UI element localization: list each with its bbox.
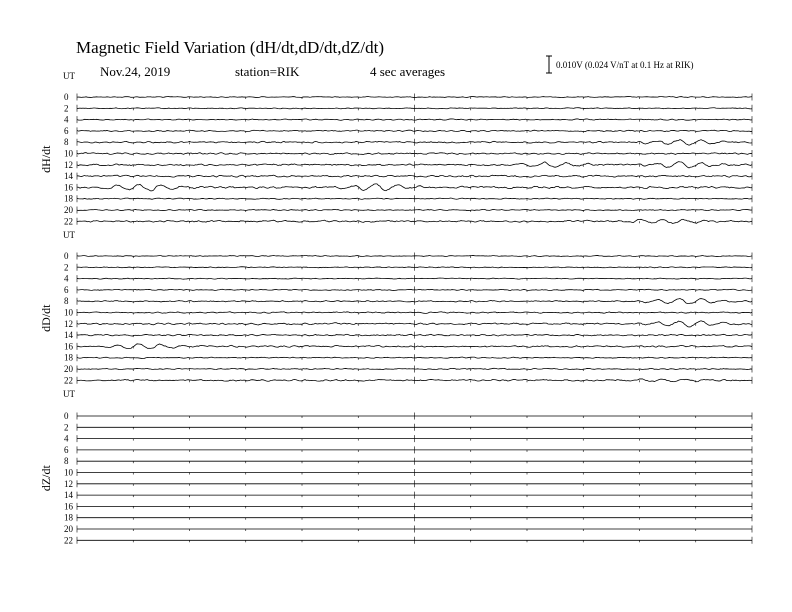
ut-row-label: 2 bbox=[64, 422, 69, 433]
ut-row-label: 10 bbox=[64, 148, 73, 159]
ut-row-label: 18 bbox=[64, 512, 73, 523]
panel-dD-dt bbox=[39, 230, 752, 385]
trace-row bbox=[64, 411, 752, 421]
trace-row bbox=[64, 205, 752, 215]
trace-row bbox=[64, 115, 752, 125]
trace-row bbox=[64, 216, 752, 226]
scale-label: 0.010V (0.024 V/nT at 0.1 Hz at RIK) bbox=[556, 60, 694, 70]
station-label: station=RIK bbox=[235, 64, 300, 79]
trace-row bbox=[64, 364, 752, 374]
ut-row-label: 14 bbox=[64, 490, 73, 501]
ut-axis-label: UT bbox=[63, 71, 75, 81]
ut-row-label: 12 bbox=[64, 478, 73, 489]
component-label: dH/dt bbox=[39, 145, 53, 173]
ut-row-label: 20 bbox=[64, 205, 73, 215]
ut-row-label: 4 bbox=[64, 273, 69, 284]
trace-row bbox=[64, 468, 752, 478]
trace-row bbox=[64, 501, 752, 511]
scale-bar bbox=[546, 56, 552, 73]
ut-row-label: 16 bbox=[64, 341, 73, 352]
ut-axis-label: UT bbox=[63, 230, 75, 240]
trace-row bbox=[64, 160, 752, 170]
trace-row bbox=[64, 353, 752, 363]
ut-row-label: 6 bbox=[64, 125, 69, 136]
trace-row bbox=[64, 375, 752, 385]
panel-dH-dt bbox=[39, 71, 752, 226]
trace-row bbox=[64, 262, 752, 272]
ut-row-label: 8 bbox=[64, 137, 69, 148]
ut-row-label: 6 bbox=[64, 444, 69, 455]
ut-row-label: 4 bbox=[64, 433, 69, 444]
ut-row-label: 8 bbox=[64, 296, 69, 307]
date-label: Nov.24, 2019 bbox=[100, 64, 171, 79]
trace-row bbox=[64, 285, 752, 295]
ut-row-label: 16 bbox=[64, 501, 73, 512]
averaging-label: 4 sec averages bbox=[370, 64, 446, 79]
trace-row bbox=[64, 434, 752, 444]
ut-row-label: 18 bbox=[64, 193, 73, 204]
trace-row bbox=[64, 92, 752, 102]
trace-row bbox=[64, 456, 752, 466]
ut-row-label: 2 bbox=[64, 262, 69, 273]
ut-row-label: 22 bbox=[64, 535, 73, 546]
trace-row bbox=[64, 274, 752, 284]
trace-row bbox=[64, 182, 752, 192]
ut-row-label: 2 bbox=[64, 103, 69, 114]
trace-row bbox=[64, 330, 752, 340]
ut-row-label: 10 bbox=[64, 307, 73, 318]
trace-row bbox=[64, 308, 752, 318]
ut-row-label: 12 bbox=[64, 318, 73, 329]
trace-row bbox=[64, 171, 752, 181]
trace-row bbox=[64, 513, 752, 523]
trace-row bbox=[64, 149, 752, 159]
trace-row bbox=[64, 479, 752, 489]
ut-row-label: 14 bbox=[64, 330, 73, 341]
trace-row bbox=[64, 103, 752, 113]
ut-row-label: 18 bbox=[64, 352, 73, 363]
ut-row-label: 8 bbox=[64, 456, 69, 467]
trace-row bbox=[64, 296, 752, 306]
chart-title: Magnetic Field Variation (dH/dt,dD/dt,dZ/dt) bbox=[76, 38, 385, 57]
ut-axis-label: UT bbox=[63, 389, 75, 399]
component-label: dZ/dt bbox=[39, 465, 53, 492]
trace-row bbox=[64, 422, 752, 432]
trace-row bbox=[64, 490, 752, 500]
ut-row-label: 20 bbox=[64, 524, 73, 534]
trace-row bbox=[64, 445, 752, 455]
trace-row bbox=[64, 341, 752, 351]
ut-row-label: 0 bbox=[64, 251, 69, 261]
ut-row-label: 22 bbox=[64, 375, 73, 386]
ut-row-label: 20 bbox=[64, 364, 73, 374]
trace-row bbox=[64, 137, 752, 147]
ut-row-label: 0 bbox=[64, 411, 69, 421]
trace-row bbox=[64, 126, 752, 136]
ut-row-label: 4 bbox=[64, 114, 69, 125]
trace-row bbox=[64, 194, 752, 204]
ut-row-label: 22 bbox=[64, 216, 73, 227]
ut-row-label: 0 bbox=[64, 92, 69, 102]
ut-row-label: 14 bbox=[64, 171, 73, 182]
ut-row-label: 10 bbox=[64, 467, 73, 478]
trace-row bbox=[64, 319, 752, 329]
trace-row bbox=[64, 251, 752, 261]
component-label: dD/dt bbox=[39, 304, 53, 332]
ut-row-label: 6 bbox=[64, 284, 69, 295]
ut-row-label: 12 bbox=[64, 159, 73, 170]
panel-dZ-dt bbox=[39, 389, 752, 545]
trace-row bbox=[64, 535, 752, 545]
trace-row bbox=[64, 524, 752, 534]
ut-row-label: 16 bbox=[64, 182, 73, 193]
